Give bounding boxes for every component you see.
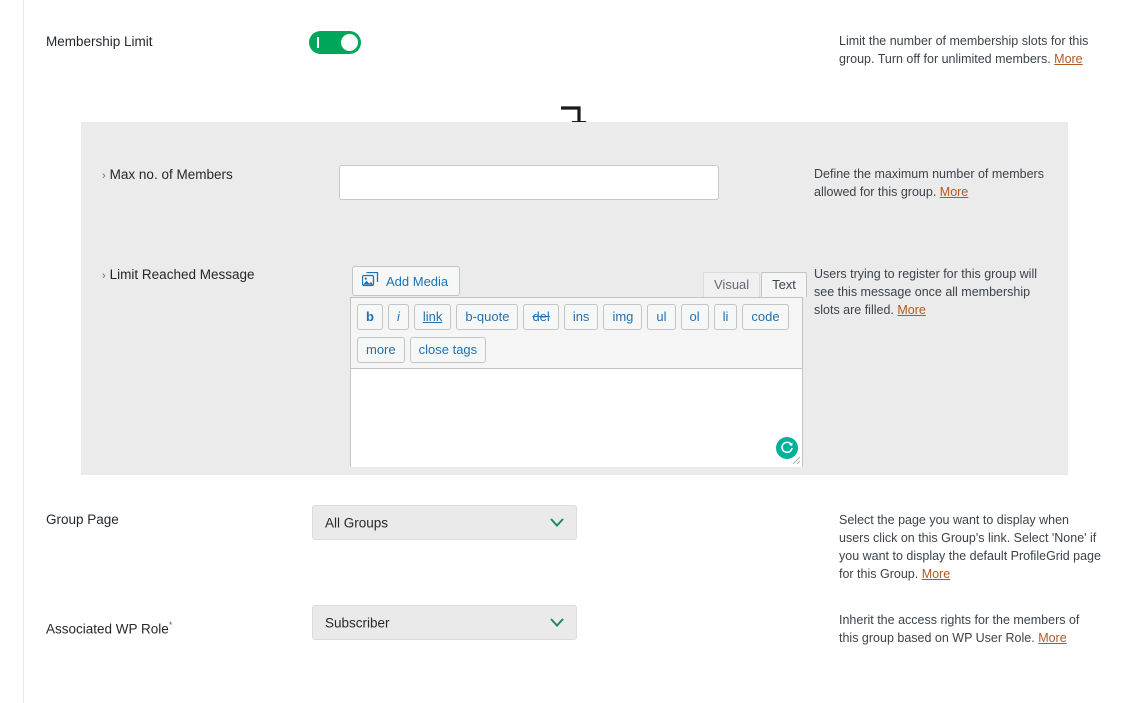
qt-button-ul[interactable]: ul [647,304,675,330]
qt-button-del[interactable]: del [523,304,558,330]
resize-handle[interactable] [789,452,801,464]
associated-wp-role-label [46,616,172,639]
group-page-more-link[interactable]: More [921,567,951,581]
max-members-label [102,167,233,182]
membership-limit-more-link[interactable]: More [1054,52,1083,66]
limit-reached-message-textarea[interactable] [350,368,803,467]
limit-reached-message-more-link[interactable]: More [897,303,926,317]
chevron-right-icon: › [102,170,106,182]
max-members-label-text: Max no. of Members [109,167,233,182]
tab-text[interactable]: Text [761,272,807,297]
limit-reached-message-label-text: Limit Reached Message [109,267,255,282]
associated-wp-role-help-text: Inherit the access rights for the members of this group based on WP User Role. [839,613,1080,645]
qt-button-b[interactable]: b [357,304,383,330]
chevron-down-icon [550,614,564,632]
add-media-button[interactable] [352,266,460,296]
membership-limit-help [839,32,1109,68]
qt-button-code[interactable]: code [742,304,788,330]
qt-button-img[interactable]: img [603,304,642,330]
associated-wp-role-help [839,611,1101,647]
associated-wp-role-value: Subscriber [325,615,390,630]
qt-button-more[interactable]: more [357,337,405,363]
group-page-label: Group Page [46,512,119,527]
required-marker: * [168,620,173,630]
max-members-input[interactable] [339,165,719,200]
chevron-right-icon: › [102,270,106,282]
limit-reached-message-label [102,267,255,282]
add-media-icon [362,272,379,290]
qt-button-close-tags[interactable]: close tags [410,337,487,363]
add-media-label: Add Media [386,273,449,289]
qt-button-i[interactable]: i [388,304,409,330]
chevron-down-icon [550,514,564,532]
qt-button-link[interactable]: link [414,304,452,330]
membership-limit-label: Membership Limit [46,34,153,49]
quicktags-toolbar [351,298,802,374]
max-members-help [814,165,1049,201]
max-members-help-text: Define the maximum number of members allowed for this group. [814,167,1044,199]
toggle-knob [341,34,358,51]
associated-wp-role-label-text: Associated WP Role [46,621,169,637]
limit-reached-message-help [814,265,1059,319]
group-page-value: All Groups [325,515,389,530]
associated-wp-role-select[interactable] [312,605,577,640]
toggle-on-mark [317,37,319,48]
group-page-help [839,511,1101,583]
group-page-help-text: Select the page you want to display when users click on this Group's link. Select 'None' if you want to display the default ProfileGrid page for this Group. [839,513,1101,581]
associated-wp-role-more-link[interactable]: More [1038,631,1067,645]
max-members-more-link[interactable]: More [939,185,969,199]
membership-limit-toggle[interactable] [309,31,361,54]
qt-button-b-quote[interactable]: b-quote [456,304,518,330]
group-page-select[interactable] [312,505,577,540]
tab-visual[interactable]: Visual [703,272,760,297]
qt-button-li[interactable]: li [714,304,738,330]
qt-button-ol[interactable]: ol [681,304,709,330]
limit-reached-message-help-text: Users trying to register for this group will see this message once all membership slots are filled. [814,267,1037,317]
left-rail [0,0,24,703]
qt-button-ins[interactable]: ins [564,304,599,330]
editor-toolbar-wrap [350,297,803,369]
membership-limit-help-text: Limit the number of membership slots for this group. Turn off for unlimited members. [839,34,1089,66]
